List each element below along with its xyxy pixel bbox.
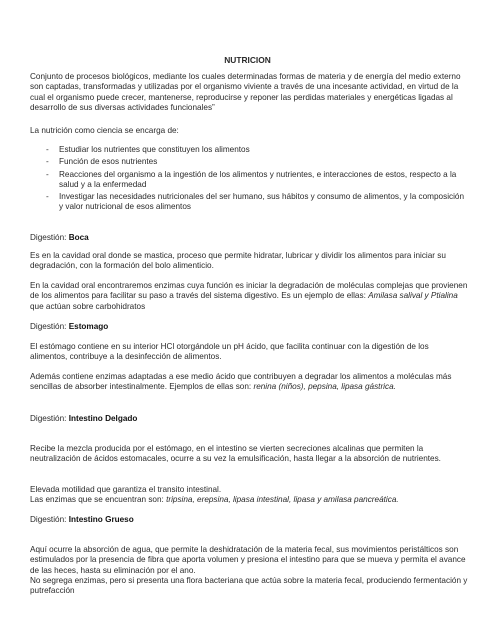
delgado-p2b-italic: tripsina, erepsina, lipasa intestinal, lipasa y amilasa pancreática. bbox=[166, 495, 399, 504]
list-item-text: Reacciones del organismo a la ingestión de los alimentos y nutrientes, e interacciones de estos, respecto a la salud y a la enfermedad bbox=[59, 169, 457, 189]
heading-prefix: Digestión: bbox=[30, 233, 69, 242]
estomago-p2-text: Además contiene enzimas adaptadas a ese medio ácido que contribuyen a degradar los alimentos a moléculas más sencillas de absorber intestinalmente. Ejemplos de ellas son: bbox=[30, 372, 452, 392]
list-item-text: Estudiar los nutrientes que constituyen los alimentos bbox=[59, 145, 250, 154]
heading-prefix: Digestión: bbox=[30, 515, 69, 524]
estomago-paragraph-1: El estómago contiene en su interior HCl otorgándole un pH ácido, que facilita continuar con la digestión de los alimentos, contribuye a la desinfección de alimentos. bbox=[30, 342, 429, 362]
heading-estomago bbox=[30, 322, 468, 332]
delgado-paragraph-1: Recibe la mezcla producida por el estómago, en el intestino se vierten secreciones alcalinas que permiten la neutralización de ácidos estomacales, ocurre a su vez la emulsificación, hasta llegar a la absorción de nutrientes. bbox=[30, 444, 441, 464]
intro-paragraph: Conjunto de procesos biológicos, mediante los cuales determinadas formas de materia y de energía del medio externo son captadas, transformadas y utilizadas por el organismo viviente a través de una incesante actividad, en virtud de la cual el organismo puede crecer, mantenerse, reproducirse y reponer las perdidas materiales y energéticas ligadas al desarrollo de sus diversas actividades funcionales” bbox=[30, 72, 461, 112]
heading-name: Intestino Grueso bbox=[68, 515, 134, 524]
estomago-p2-italic: renina (niños), pepsina, lipasa gástrica. bbox=[253, 382, 396, 392]
list-item-text: Investigar las necesidades nutricionales del ser humano, sus hábitos y consumo de alimentos, y la composición y valor nutricional de esos alimentos bbox=[59, 192, 465, 212]
list-dash: - bbox=[46, 192, 49, 202]
list-dash: - bbox=[46, 169, 49, 179]
list-item bbox=[30, 170, 470, 191]
heading-name: Intestino Delgado bbox=[68, 414, 138, 423]
document-title: NUTRICION bbox=[224, 55, 271, 65]
delgado-paragraph-2a: Elevada motilidad que garantiza el transito intestinal. bbox=[30, 485, 222, 494]
list-item bbox=[30, 157, 470, 167]
science-intro: La nutrición como ciencia se encarga de: bbox=[30, 126, 179, 135]
boca-p2-end: que actúan sobre carbohidratos bbox=[30, 301, 146, 311]
estomago-paragraph-2 bbox=[30, 372, 468, 393]
boca-p2-italic: Amilasa salival y Ptialina bbox=[368, 291, 458, 301]
list-item bbox=[30, 145, 470, 155]
heading-prefix: Digestión: bbox=[30, 322, 69, 331]
delgado-paragraph-2b bbox=[30, 495, 468, 505]
list-dash: - bbox=[46, 157, 49, 167]
boca-paragraph-1: Es en la cavidad oral donde se mastica, proceso que permite hidratar, lubricar y dividir los alimentos para iniciar su degradación, con la formación del bolo alimenticio. bbox=[30, 251, 446, 271]
heading-boca bbox=[30, 233, 468, 243]
heading-name: Estomago bbox=[68, 322, 109, 331]
heading-prefix: Digestión: bbox=[30, 414, 69, 423]
heading-delgado bbox=[30, 414, 468, 424]
grueso-paragraph-2: No segrega enzimas, pero si presenta una flora bacteriana que actúa sobre la materia fecal, produciendo fermentación y putrefacción bbox=[30, 576, 468, 596]
list-item-text: Función de esos nutrientes bbox=[59, 157, 158, 167]
heading-name: Boca bbox=[68, 233, 89, 242]
boca-paragraph-2 bbox=[30, 281, 468, 312]
list-dash: - bbox=[46, 145, 49, 154]
list-item bbox=[30, 192, 470, 213]
grueso-paragraph-1: Aquí ocurre la absorción de agua, que permite la deshidratación de la materia fecal, sus movimientos peristálticos son estimulados por la presencia de fibra que aporta volumen y presiona el intestino para que se mueva y permita el avance de las heces, hasta su eliminación por el ano. bbox=[30, 545, 466, 575]
delgado-p2b-text: Las enzimas que se encuentran son: bbox=[30, 495, 167, 504]
heading-grueso bbox=[30, 515, 468, 525]
boca-p2-text: En la cavidad oral encontraremos enzimas cuya función es iniciar la degradación de moléculas complejas que provienen de los alimentos para facilitar su paso a través del sistema digestivo. Es un ejemplo de ellas: bbox=[30, 281, 468, 301]
science-list bbox=[30, 145, 470, 215]
